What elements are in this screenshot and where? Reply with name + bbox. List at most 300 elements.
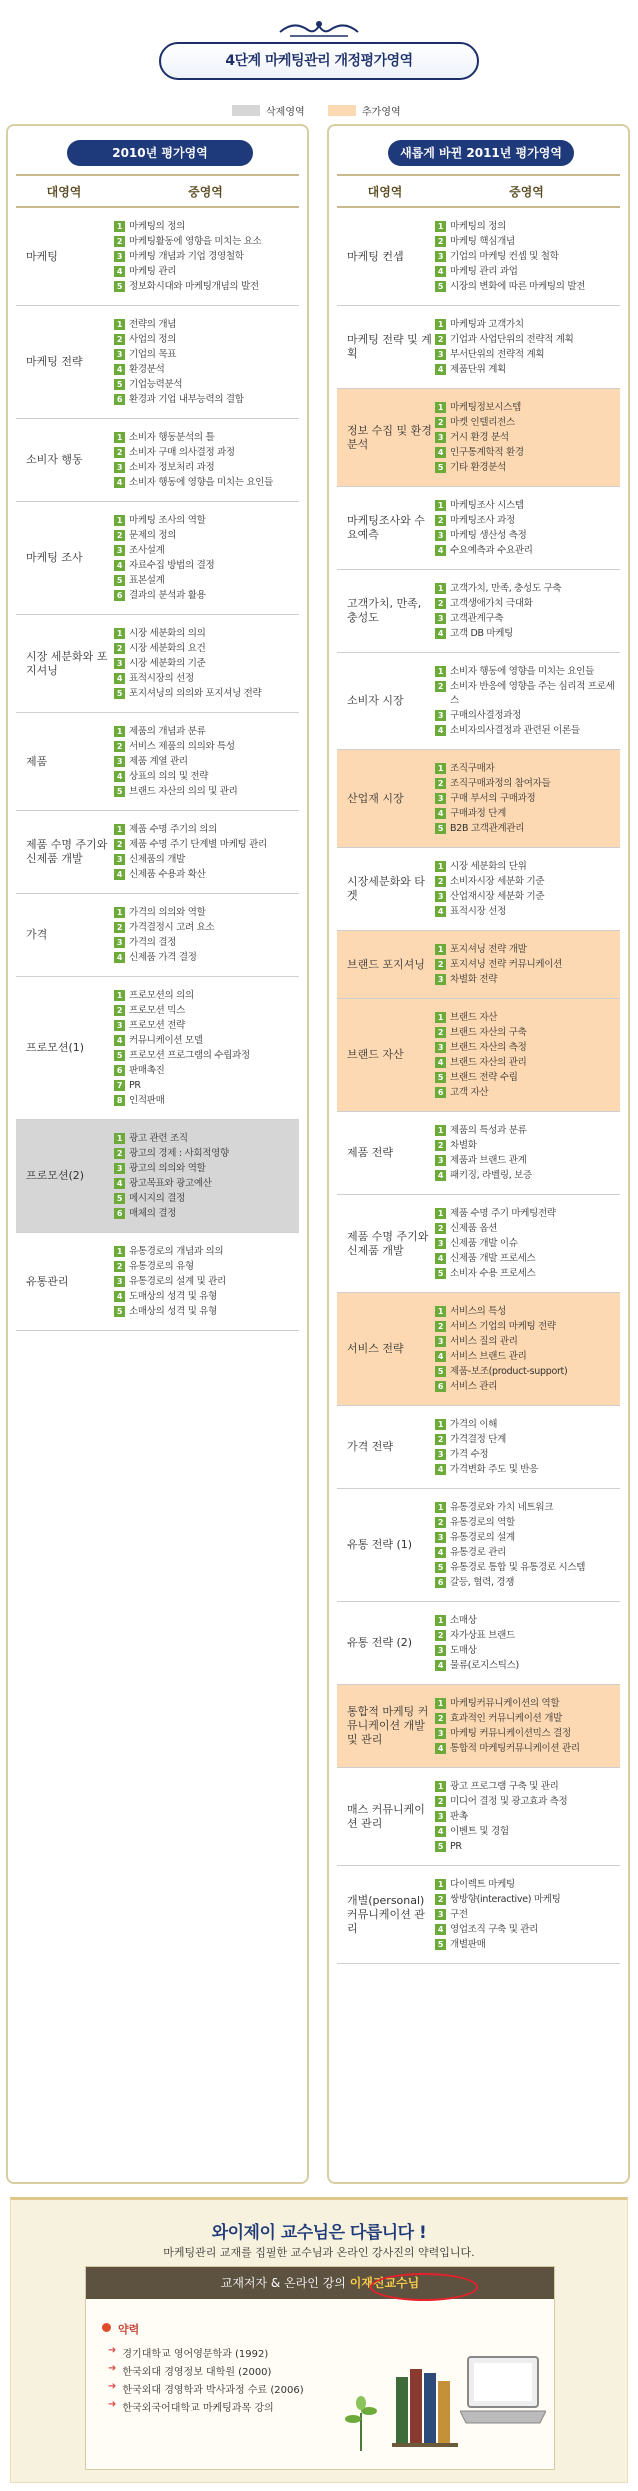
right-table-row (337, 306, 620, 389)
sub-area-item (435, 1124, 620, 1138)
sub-area-text: 소매상의 성격 및 유형 (129, 1306, 218, 1317)
sub-area-text: 물류(로지스틱스) (450, 1660, 519, 1671)
sub-area-item (435, 1207, 620, 1221)
number-badge: 3 (114, 251, 125, 262)
number-badge: 3 (114, 854, 125, 865)
right-panel (327, 124, 630, 2184)
number-badge: 5 (114, 688, 125, 699)
number-badge: 3 (435, 1449, 446, 1460)
sub-area-text: 자료수집 방법의 결정 (129, 560, 215, 571)
sub-area-text: 제품과 브랜드 관계 (450, 1155, 527, 1166)
sub-area-text: 매체의 결정 (129, 1208, 177, 1219)
number-badge: 5 (435, 462, 446, 473)
sub-area-item (435, 363, 620, 377)
number-badge: 1 (435, 1781, 446, 1792)
sub-area-text: 인적판매 (129, 1095, 165, 1106)
sub-area-text: 신제품 가격 결정 (129, 952, 197, 963)
sub-area-text: 고객 자산 (450, 1087, 489, 1098)
sub-area-item (435, 401, 620, 415)
sub-area-list (433, 1406, 620, 1488)
number-badge: 4 (435, 1170, 446, 1181)
category-label: 서비스 전략 (347, 1342, 404, 1355)
sub-area-item (114, 1260, 299, 1274)
right-col2-label: 중영역 (509, 184, 544, 199)
sub-area-text: 소비자 행동에 영향을 미치는 요인들 (129, 477, 274, 488)
sub-area-item (114, 1245, 299, 1259)
number-badge: 2 (435, 959, 446, 970)
sub-area-item (114, 544, 299, 558)
sub-area-text: 차별화 (450, 1140, 477, 1151)
sub-area-text: 기업능력분석 (129, 379, 183, 390)
sub-area-text: 마케팅조사 시스템 (450, 500, 524, 511)
left-table-row (16, 713, 299, 811)
sub-area-text: 부서단위의 전략적 계획 (450, 349, 545, 360)
category-label: 마케팅 전략 및 계획 (347, 333, 432, 360)
sub-area-item (435, 1742, 620, 1756)
sub-area-text: 마케팅조사 과정 (450, 515, 515, 526)
sub-area-text: 자가상표 브랜드 (450, 1630, 515, 1641)
sub-area-text: 가격의 이해 (450, 1419, 498, 1430)
sub-area-text: 소비자 구매 의사결정 과정 (129, 447, 235, 458)
sub-area-list (112, 1120, 299, 1232)
sub-area-item (435, 318, 620, 332)
sub-area-text: 가격결정시 고려 요소 (129, 922, 215, 933)
sub-area-item (435, 1825, 620, 1839)
sub-area-text: 소비자 정보처리 과정 (129, 462, 215, 473)
sub-area-text: 고객 DB 마케팅 (450, 628, 514, 639)
number-badge: 1 (435, 221, 446, 232)
instructor-name: 이재진교수님 (349, 2276, 420, 2290)
number-badge: 4 (114, 1291, 125, 1302)
sub-area-list (433, 1685, 620, 1767)
number-badge: 4 (435, 1253, 446, 1264)
number-badge: 6 (435, 1087, 446, 1098)
sub-area-item (114, 740, 299, 754)
arrow-icon: ➜ (108, 2399, 117, 2410)
sub-area-text: 환경과 기업 내부능력의 결합 (129, 394, 244, 405)
sub-area-text: 거시 환경 분석 (450, 432, 509, 443)
sub-area-text: 표적시장의 선정 (129, 673, 194, 684)
sub-area-list (433, 653, 620, 749)
number-badge: 6 (435, 1381, 446, 1392)
sub-area-text: 통합적 마케팅커뮤니케이션 관리 (450, 1743, 580, 1754)
sub-area-item (435, 1938, 620, 1952)
number-badge: 1 (435, 861, 446, 872)
sub-area-text: 쌍방향(interactive) 마케팅 (450, 1894, 561, 1905)
sub-area-text: 소비자시장 세분화 기준 (450, 876, 545, 887)
left-panel-header: 2010년 평가영역 (67, 140, 253, 166)
sub-area-item (114, 627, 299, 641)
category-label: 매스 커뮤니케이션 관리 (347, 1802, 425, 1830)
career-item: ➜ 한국외대 경영학과 박사과정 수료 (2006) (108, 2381, 304, 2396)
category-label: 고객가치, 만족, 충성도 (347, 597, 422, 624)
category-label: 프로모션(2) (26, 1169, 85, 1182)
sub-area-text: 시장 세분화의 단위 (450, 861, 527, 872)
sub-area-text: 시장의 변화에 따른 마케팅의 발전 (450, 281, 586, 292)
sub-area-item (435, 792, 620, 806)
sub-area-item (114, 574, 299, 588)
category-label: 브랜드 자산 (347, 1048, 404, 1061)
sub-area-item (435, 1222, 620, 1236)
category-label: 브랜드 포지셔닝 (347, 957, 425, 971)
sub-area-list (112, 713, 299, 810)
number-badge: 1 (114, 628, 125, 639)
highlight-circle (370, 2273, 478, 2301)
number-badge: 3 (114, 756, 125, 767)
sub-area-text: 마케팅 핵심개념 (450, 236, 515, 247)
number-badge: 1 (435, 1502, 446, 1513)
sub-area-item (435, 860, 620, 874)
right-col1-label: 대영역 (367, 184, 403, 199)
sub-area-text: 효과적인 커뮤니케이션 개발 (450, 1713, 562, 1724)
left-table-row (16, 419, 299, 502)
sub-area-item (114, 431, 299, 445)
sub-area-item (435, 943, 620, 957)
right-table-row (337, 848, 620, 931)
sub-area-item (114, 868, 299, 882)
sub-area-text: 구매 부서의 구매과정 (450, 793, 536, 804)
number-badge: 4 (435, 906, 446, 917)
number-badge: 1 (435, 1698, 446, 1709)
sub-area-text: 신제품 수용과 확산 (129, 869, 206, 880)
sub-area-list (112, 502, 299, 614)
number-badge: 1 (435, 763, 446, 774)
number-badge: 1 (114, 824, 125, 835)
left-table-row (16, 894, 299, 977)
number-badge: 5 (435, 1562, 446, 1573)
number-badge: 4 (435, 545, 446, 556)
sub-area-text: 기업과 사업단위의 전략적 계획 (450, 334, 574, 345)
sub-area-item (435, 890, 620, 904)
category-label: 유통관리 (26, 1274, 69, 1288)
sub-area-item (114, 461, 299, 475)
right-table-row (337, 1293, 620, 1406)
sub-area-text: 서비스 질의 관리 (450, 1336, 518, 1347)
category-label: 소비자 시장 (347, 694, 404, 707)
sub-area-text: 고객생애가치 극대화 (450, 598, 533, 609)
category-label: 마케팅 컨셉 (347, 249, 404, 263)
category-label: 마케팅 조사 (26, 551, 83, 564)
number-badge: 1 (114, 907, 125, 918)
category-label: 제품 수명 주기와 신제품 개발 (26, 838, 108, 865)
sub-area-item (114, 951, 299, 965)
sub-area-item (435, 709, 620, 723)
right-table-row (337, 653, 620, 750)
sub-area-item (435, 1041, 620, 1055)
sub-area-item (435, 1810, 620, 1824)
sub-area-text: 소비자 반응에 영향을 주는 심리적 프로세스 (450, 681, 615, 706)
books-icon (392, 2359, 462, 2449)
category-label: 가격 전략 (347, 1440, 394, 1453)
sub-area-item (435, 1546, 620, 1560)
number-badge: 2 (435, 1434, 446, 1445)
sub-area-text: 개별판매 (450, 1939, 486, 1950)
sub-area-text: 미디어 결정 및 광고효과 측정 (450, 1796, 568, 1807)
sub-area-text: 소비자 수용 프로세스 (450, 1268, 536, 1279)
sub-area-list (433, 1866, 620, 1963)
right-table-row (337, 1112, 620, 1195)
number-badge: 6 (114, 1208, 125, 1219)
number-badge: 3 (114, 1020, 125, 1031)
number-badge: 4 (435, 1464, 446, 1475)
sub-area-item (114, 363, 299, 377)
sub-area-item (114, 755, 299, 769)
number-badge: 2 (114, 643, 125, 654)
number-badge: 5 (114, 786, 125, 797)
category-label: 제품 수명 주기와 신제품 개발 (347, 1229, 429, 1257)
sub-area-text: 소비자 행동분석의 틀 (129, 432, 215, 443)
sub-area-text: 마케팅 생산성 측정 (450, 530, 527, 541)
sub-area-text: 고객관계구축 (450, 613, 504, 624)
career-item: ➜ 경기대학교 영어영문학과 (1992) (108, 2345, 269, 2360)
sub-area-text: 다이렉트 마케팅 (450, 1879, 515, 1890)
right-table-row (337, 931, 620, 999)
category-label: 유통 전략 (2) (347, 1636, 413, 1649)
sub-area-list (433, 999, 620, 1111)
sub-area-text: B2B 고객관계관리 (450, 823, 525, 834)
category-label: 개별(personal) 커뮤니케이션 관리 (347, 1893, 425, 1935)
sub-area-text: 갈등, 협력, 경쟁 (450, 1577, 515, 1588)
category-label: 가격 (26, 928, 48, 941)
sub-area-list (112, 208, 299, 305)
sub-area-text: 시장 세분화의 기준 (129, 658, 206, 669)
sub-area-item (435, 597, 620, 611)
number-badge: 2 (114, 530, 125, 541)
sub-area-text: 유통경로와 가치 네트워크 (450, 1502, 554, 1513)
sub-area-text: 제품의 특성과 분류 (450, 1125, 527, 1136)
sub-area-item (435, 1878, 620, 1892)
sub-area-item (114, 1192, 299, 1206)
sub-area-list (433, 208, 620, 305)
sub-area-text: 이벤트 및 경험 (450, 1826, 509, 1837)
bullet-icon (102, 2323, 111, 2332)
category-label: 마케팅 (26, 249, 58, 263)
number-badge: 5 (435, 1366, 446, 1377)
number-badge: 3 (114, 349, 125, 360)
laptop-icon (460, 2353, 546, 2449)
sub-area-list (433, 848, 620, 930)
sub-area-item (114, 642, 299, 656)
sub-area-text: 상표의 의의 및 전략 (129, 771, 209, 782)
sub-area-list (112, 419, 299, 501)
sub-area-item (114, 333, 299, 347)
sub-area-item (114, 853, 299, 867)
sub-area-text: 조직구매자 (450, 763, 495, 774)
sub-area-text: 브랜드 자산의 구축 (450, 1027, 527, 1038)
number-badge: 3 (435, 1155, 446, 1166)
sub-area-text: 신제품의 개발 (129, 854, 185, 865)
sub-area-text: 제품 계열 관리 (129, 756, 188, 767)
sub-area-item (114, 1290, 299, 1304)
number-badge: 2 (114, 741, 125, 752)
number-badge: 5 (435, 1841, 446, 1852)
sub-area-text: 수요예측과 수요관리 (450, 545, 533, 556)
sub-area-item (435, 777, 620, 791)
sub-area-text: 서비스의 특성 (450, 1306, 506, 1317)
sub-area-item (435, 1267, 620, 1281)
number-badge: 3 (435, 1909, 446, 1920)
sub-area-list (112, 811, 299, 893)
number-badge: 2 (435, 1321, 446, 1332)
sub-area-text: 신제품 개발 프로세스 (450, 1253, 536, 1264)
left-table-row (16, 306, 299, 419)
sub-area-text: 유통경로 관리 (450, 1547, 506, 1558)
sub-area-item (114, 235, 299, 249)
sub-area-text: 제품 수명 주기 마케팅전략 (450, 1208, 556, 1219)
sub-area-text: 제품 수명 주기의 의의 (129, 824, 218, 835)
number-badge: 5 (114, 575, 125, 586)
number-badge: 3 (435, 1532, 446, 1543)
number-badge: 3 (114, 1163, 125, 1174)
sub-area-text: 서비스 브랜드 관리 (450, 1351, 527, 1362)
number-badge: 3 (435, 1811, 446, 1822)
number-badge: 5 (114, 1050, 125, 1061)
sub-area-item (114, 589, 299, 603)
number-badge: 5 (435, 1939, 446, 1950)
sub-area-text: 프로모션의 의의 (129, 990, 194, 1001)
sub-area-item (435, 1252, 620, 1266)
sub-area-item (435, 807, 620, 821)
number-badge: 2 (114, 839, 125, 850)
sub-area-text: 유통경로의 유형 (129, 1261, 194, 1272)
sub-area-text: PR (129, 1080, 141, 1091)
number-badge: 1 (435, 500, 446, 511)
page-title: 4단계 마케팅관리 개정평가영역 (159, 42, 479, 80)
sub-area-text: 마케팅 조사의 역할 (129, 515, 206, 526)
sub-area-text: 브랜드 자산의 관리 (450, 1057, 527, 1068)
sub-area-text: 마케팅의 정의 (450, 221, 506, 232)
right-table-row (337, 1406, 620, 1489)
category-label: 통합적 마케팅 커뮤니케이션 개발 및 관리 (347, 1705, 429, 1746)
right-panel-header: 새롭게 바뀐 2011년 평가영역 (388, 140, 574, 166)
number-badge: 3 (114, 545, 125, 556)
number-badge: 1 (114, 319, 125, 330)
number-badge: 3 (114, 658, 125, 669)
sub-area-item (435, 446, 620, 460)
sub-area-item (435, 1169, 620, 1183)
number-badge: 2 (435, 236, 446, 247)
number-badge: 3 (435, 613, 446, 624)
sub-area-text: 브랜드 전략 수립 (450, 1072, 518, 1083)
sub-area-item (435, 905, 620, 919)
sub-area-text: 기업의 마케팅 컨셉 및 철학 (450, 251, 559, 262)
sub-area-text: 사업의 정의 (129, 334, 177, 345)
sub-area-text: 결과의 분석과 활용 (129, 590, 206, 601)
sub-area-text: 조직구매과정의 참여자들 (450, 778, 551, 789)
legend-added-swatch (328, 105, 356, 116)
sub-area-item (435, 220, 620, 234)
sub-area-item (435, 1463, 620, 1477)
career-item: ➜ 한국외대 경영정보 대학원 (2000) (108, 2363, 272, 2378)
sub-area-text: 표적시장 선정 (450, 906, 506, 917)
sub-area-text: 포지셔닝 전략 커뮤니케이션 (450, 959, 562, 970)
sub-area-text: 서비스 기업의 마케팅 전략 (450, 1321, 556, 1332)
sub-area-item (435, 1433, 620, 1447)
legend-added (328, 104, 401, 116)
sub-area-item (435, 1780, 620, 1794)
sub-area-item (114, 348, 299, 362)
number-badge: 2 (114, 447, 125, 458)
legend-deleted-swatch (232, 105, 260, 116)
sub-area-item (114, 1132, 299, 1146)
number-badge: 3 (435, 432, 446, 443)
number-badge: 1 (435, 1012, 446, 1023)
sub-area-text: 마케팅커뮤니케이션의 역할 (450, 1698, 560, 1709)
number-badge: 5 (114, 379, 125, 390)
sub-area-item (114, 265, 299, 279)
number-badge: 2 (114, 334, 125, 345)
sub-area-text: 마케팅과 고객가치 (450, 319, 524, 330)
sub-area-item (435, 1614, 620, 1628)
sub-area-text: 브랜드 자산의 의의 및 관리 (129, 786, 238, 797)
arrow-icon: ➜ (108, 2363, 117, 2374)
sub-area-text: 신제품 옵션 (450, 1223, 498, 1234)
sub-area-item (435, 499, 620, 513)
sub-area-text: 제품의 개념과 분류 (129, 726, 206, 737)
sub-area-list (433, 1293, 620, 1405)
sub-area-text: 판촉 (450, 1811, 468, 1822)
sub-area-item (114, 725, 299, 739)
number-badge: 6 (114, 590, 125, 601)
number-badge: 5 (114, 1306, 125, 1317)
number-badge: 5 (435, 823, 446, 834)
sub-area-text: 유통경로의 설계 (450, 1532, 515, 1543)
sub-area-item (435, 1795, 620, 1809)
number-badge: 2 (435, 778, 446, 789)
sub-area-item (435, 1629, 620, 1643)
sub-area-text: 정보화시대와 마케팅개념의 발전 (129, 281, 259, 292)
sub-area-text: 커뮤니케이션 모델 (129, 1035, 203, 1046)
category-label: 프로모션(1) (26, 1041, 85, 1054)
number-badge: 2 (435, 334, 446, 345)
sub-area-item (435, 958, 620, 972)
number-badge: 4 (435, 1924, 446, 1935)
sub-area-item (114, 318, 299, 332)
sub-area-text: 유통경로의 개념과 의의 (129, 1246, 224, 1257)
category-label: 제품 (26, 754, 48, 768)
sub-area-item (435, 875, 620, 889)
sub-area-text: 고객가치, 만족, 충성도 구축 (450, 583, 562, 594)
sub-area-item (435, 529, 620, 543)
sub-area-item (114, 1207, 299, 1221)
sub-area-text: 메시지의 결정 (129, 1193, 185, 1204)
right-table-row (337, 208, 620, 306)
sub-area-item (114, 936, 299, 950)
sub-area-text: 가격의 결정 (129, 937, 177, 948)
number-badge: 2 (114, 1148, 125, 1159)
number-badge: 4 (114, 952, 125, 963)
sub-area-item (435, 1727, 620, 1741)
sub-area-text: 기타 환경분석 (450, 462, 506, 473)
number-badge: 4 (435, 725, 446, 736)
sub-area-list (112, 1233, 299, 1330)
sub-area-list (433, 1195, 620, 1292)
number-badge: 1 (435, 1208, 446, 1219)
number-badge: 1 (435, 666, 446, 677)
sub-area-item (114, 906, 299, 920)
sub-area-item (435, 1350, 620, 1364)
number-badge: 2 (114, 1261, 125, 1272)
number-badge: 3 (435, 1645, 446, 1656)
instructor-section (10, 2197, 628, 2483)
sub-area-item (435, 1644, 620, 1658)
right-table-row (337, 1195, 620, 1293)
sub-area-item (435, 431, 620, 445)
right-column-header (337, 174, 620, 208)
number-badge: 1 (435, 402, 446, 413)
left-rows (16, 208, 299, 1331)
sub-area-item (435, 1237, 620, 1251)
